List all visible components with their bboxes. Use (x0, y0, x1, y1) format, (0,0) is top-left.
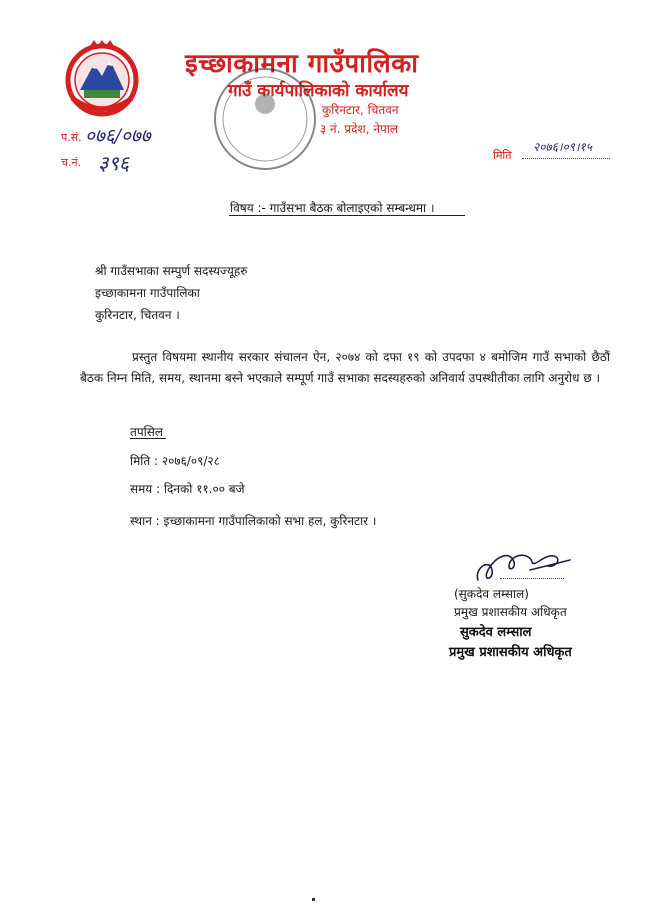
body-paragraph: प्रस्तुत विषयमा स्थानीय सरकार संचालन ऐन, २०७४ को दफा १९ को उपदफा ४ बमोजिम गाउँ सभाको छैठौं बैठक निम्न मिति, समय, स्थानमा बस्ने भएकाले सम्पूर्ण गाउँ सभाका सदस्यहरुको अनिवार्य उपस्थीतीका लागि अनुरोध छ । (80, 350, 610, 385)
office-address-line2: ३ नं. प्रदेश, नेपाल (320, 122, 399, 136)
detail-date: मिति : २०७६/०९/२८ (130, 454, 220, 468)
details-heading-underline (130, 438, 166, 439)
org-name: इच्छाकामना गाउँपालिका (185, 49, 419, 79)
subject-line: विषय :- गाउँसभा बैठक बोलाइएको सम्बन्धमा । (230, 201, 435, 215)
signatory-name: (सुकदेव लम्साल) (454, 587, 529, 601)
addressee-line1: श्री गाउँसभाका सम्पुर्ण सदस्यज्यूहरु (95, 264, 248, 278)
chalani-value: ३९६ (98, 151, 130, 175)
date-value: २०७६।०९।१५ (533, 140, 593, 154)
subject-underline (229, 215, 465, 216)
detail-place: स्थान : इच्छाकामना गाउँपालिकाको सभा हल, कुरिनटार । (130, 514, 377, 528)
office-name: गाउँ कार्यपालिकाको कार्यालय (228, 81, 409, 101)
signatory-stamp-title: प्रमुख प्रशासकीय अधिकृत (449, 645, 572, 660)
addressee-line3: कुरिनटार, चितवन । (95, 308, 180, 322)
addressee-line2: इच्छाकामना गाउँपालिका (95, 286, 200, 300)
date-label: मिति (493, 149, 512, 162)
signatory-title: प्रमुख प्रशासकीय अधिकृत (454, 605, 567, 619)
signature-dotted-line (500, 578, 564, 579)
signatory-stamp-name: सुकदेव लम्साल (460, 625, 532, 640)
patra-sankhya-value: ०७६/०७७ (85, 125, 151, 147)
patra-sankhya-label: प.सं. (61, 131, 82, 144)
detail-time: समय : दिनको ११.०० बजे (130, 482, 245, 496)
office-round-stamp (210, 64, 320, 174)
handwritten-signature (470, 540, 580, 590)
chalani-label: च.नं. (61, 156, 82, 169)
details-heading: तपसिल (130, 425, 164, 439)
nepal-emblem-logo (62, 38, 142, 118)
office-address-line1: कुरिनटार, चितवन (322, 103, 399, 117)
scan-speck (312, 898, 315, 901)
